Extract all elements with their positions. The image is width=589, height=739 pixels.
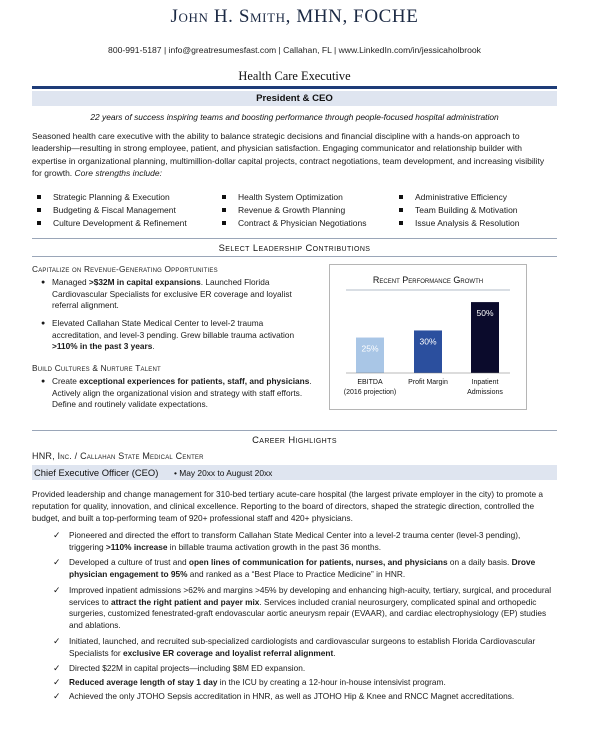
tagline: 22 years of success inspiring teams and boosting performance through people-focused hospital administration — [90, 112, 499, 122]
chart-svg — [330, 265, 526, 409]
achievement-item: ✓ Developed a culture of trust and open lines of communication for patients, nurses, and physicians on a daily basis. Drove physician engagement to 95% and ranked as a “Best Place to Practice Medicine” in HNR. — [53, 557, 536, 579]
bar-value-label: 25% — [361, 343, 379, 354]
summary-paragraph — [32, 130, 556, 179]
checkmark-icon: ✓ — [53, 677, 61, 687]
contributions-group-title: Capitalize on Revenue-Generating Opportunities — [32, 264, 218, 274]
achievement-item: ✓ Directed $22M in capital projects—including $8M ED expansion. — [53, 663, 306, 673]
summary-text: Seasoned health care executive with the ability to balance strategic decisions and financial discipline with a hands-on approach to leadership—resulting in strong employee, patient, and physician satisfaction. Engaging communicator and relationship builder with expertise in organizational planning, multimillion-dollar capital projects, contract negotiations, team development, and increasing visibility for growth. — [32, 131, 545, 178]
checkmark-icon: ✓ — [53, 691, 61, 701]
checkmark-icon: ✓ — [53, 530, 61, 540]
contribution-bullet: ● Elevated Callahan State Medical Center to level-2 trauma accreditation, and level-3 pending. Grew billable trauma activation >110% in the past 3 years. — [41, 318, 295, 352]
strengths-lead: Core strengths include: — [74, 167, 162, 178]
chart-title: Recent Performance Growth — [372, 275, 484, 285]
achievement-item: ✓ Initiated, launched, and recruited sub-specialized cardiologists and cardiovascular surgeons to establish Florida Cardiovascular Specialists for exclusive ER coverage and loyalist referral alignment. — [53, 636, 536, 658]
category-label: Inpatient — [471, 379, 499, 386]
headline-title: Health Care Executive — [238, 69, 351, 83]
contribution-bullet: ● Create exceptional experiences for patients, staff, and physicians. Actively align the organizational vision and strategy with staff efforts. Define and routinely validate expectations. — [41, 376, 312, 410]
contributions-title: Select Leadership Contributions — [218, 242, 371, 253]
strength-item: Budgeting & Fiscal Management — [37, 204, 187, 217]
square-bullet-icon — [222, 208, 226, 212]
category-label: Profit Margin — [408, 379, 448, 386]
contact-line: 800-991-5187 | info@greatresumesfast.com | Callahan, FL | www.LinkedIn.com/in/jessicaholbrook — [108, 45, 481, 55]
category-label: (2016 projection) — [343, 389, 397, 396]
achievement-item: ✓ Improved inpatient admissions >62% and margins >45% by developing and enhancing high-acuity, tertiary, surgical, and procedural services to attract the right patient and payer mix. Services included cranial neurosurgery, complicated spinal and orthopedic surgeries, customized fenestrated-graft endovascular aortic aneurysm repair (EVAAR), and cardiac electrophysiology (EP) studies and ablations. — [53, 585, 552, 630]
square-bullet-icon — [399, 221, 403, 225]
strength-item: Culture Development & Refinement — [37, 217, 187, 230]
strength-item: Administrative Efficiency — [399, 191, 519, 204]
strengths-column — [399, 191, 519, 231]
strength-item: Team Building & Motivation — [399, 204, 519, 217]
contributions-group-title: Build Cultures & Nurture Talent — [32, 363, 161, 373]
strengths-column — [37, 191, 187, 231]
square-bullet-icon — [399, 208, 403, 212]
strength-item: Contract & Physician Negotiations — [222, 217, 367, 230]
square-bullet-icon — [222, 195, 226, 199]
checkmark-icon: ✓ — [53, 585, 61, 595]
strengths-column — [222, 191, 367, 231]
square-bullet-icon — [399, 195, 403, 199]
strength-item: Revenue & Growth Planning — [222, 204, 367, 217]
square-bullet-icon — [222, 221, 226, 225]
role-dates: • May 20xx to August 20xx — [174, 468, 273, 478]
candidate-name: John H. Smith, MHN, FOCHE — [170, 6, 419, 27]
role-band — [32, 465, 557, 480]
strength-item: Strategic Planning & Execution — [37, 191, 187, 204]
divider-rule — [32, 86, 557, 89]
career-title: Career Highlights — [252, 434, 337, 445]
bullet-dot-icon: ● — [41, 320, 46, 327]
bar-value-label: 50% — [476, 308, 494, 319]
category-label: EBITDA — [357, 379, 383, 386]
achievement-item: ✓ Pioneered and directed the effort to transform Callahan State Medical Center into a level-2 trauma center (level-3 pending), triggering >110% increase in billable trauma activation growth in the past 36 months. — [53, 530, 521, 552]
checkmark-icon: ✓ — [53, 636, 61, 646]
divider-rule — [32, 238, 557, 239]
category-label: Admissions — [467, 389, 503, 396]
strength-item: Health System Optimization — [222, 191, 367, 204]
square-bullet-icon — [37, 221, 41, 225]
achievement-item: ✓ Achieved the only JTOHO Sepsis accreditation in HNR, as well as JTOHO Hip & Knee and RNCC Magnet accreditations. — [53, 691, 515, 701]
square-bullet-icon — [37, 195, 41, 199]
bar-value-label: 30% — [419, 336, 437, 347]
bullet-dot-icon: ● — [41, 378, 46, 385]
divider-rule — [32, 256, 557, 257]
checkmark-icon: ✓ — [53, 557, 61, 567]
contribution-bullet: ● Managed >$32M in capital expansions. Launched Florida Cardiovascular Specialists for exclusive ER coverage and loyalist referral alignment. — [41, 277, 292, 311]
square-bullet-icon — [37, 208, 41, 212]
role-title: Chief Executive Officer (CEO) — [34, 467, 159, 478]
divider-rule — [32, 430, 557, 431]
employer-name: HNR, Inc. / Callahan State Medical Center — [32, 451, 204, 461]
performance-chart — [329, 264, 527, 410]
strength-item: Issue Analysis & Resolution — [399, 217, 519, 230]
bullet-dot-icon: ● — [41, 279, 46, 286]
subtitle-band: President & CEO — [32, 91, 557, 106]
achievement-item: ✓ Reduced average length of stay 1 day in the ICU by creating a 12-hour in-house intensivist program. — [53, 677, 446, 687]
checkmark-icon: ✓ — [53, 663, 61, 673]
career-intro: Provided leadership and change management for 310-bed tertiary acute-care hospital (the largest private employer in the city) to promote a reputation for quality, innovation, and clinical excellence. Reporting to the board of directors, shaped the strategic direction, controlled the budget, and built a top-performing team of 920+ professional staff and 420+ physicians. — [32, 489, 543, 523]
